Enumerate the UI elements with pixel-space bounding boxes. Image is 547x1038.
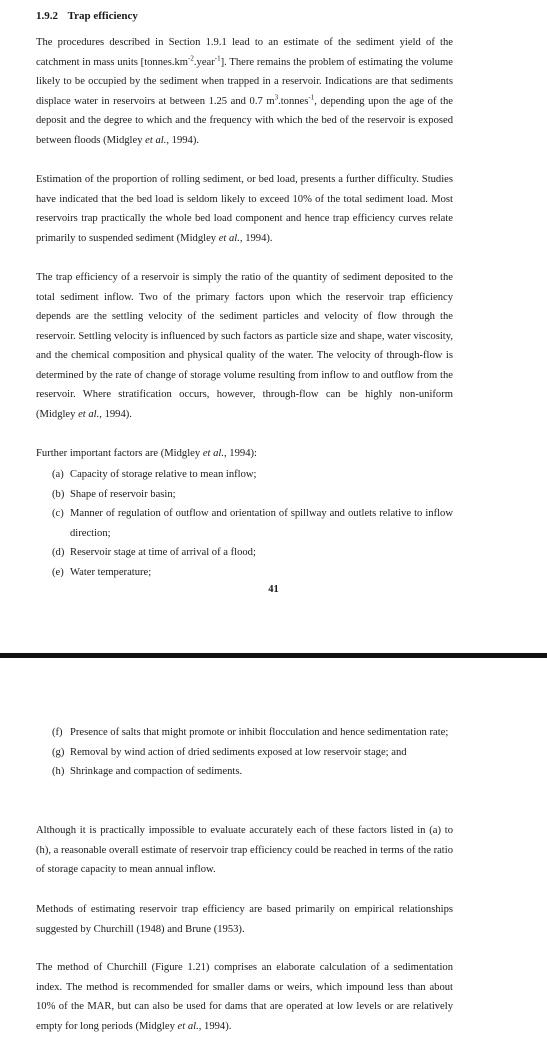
factor-list-a-e (52, 465, 453, 582)
list-item-text: Shape of reservoir basin; (70, 488, 176, 500)
superscript: -1 (214, 53, 221, 62)
paragraph-bed-load (36, 170, 453, 248)
list-item-label: (g) (52, 746, 65, 758)
section-heading (36, 7, 138, 27)
list-item-text: Presence of salts that might promote or inhibit flocculation and hence sedimentation rate; (70, 727, 449, 738)
citation-et-al: et al. (177, 1020, 199, 1032)
list-item-label: (b) (52, 488, 65, 500)
list-item-text: Manner of regulation of outflow and orientation of spillway and outlets relative to inflow direction; (70, 508, 453, 539)
text: , 1994). (166, 134, 200, 146)
text: The trap efficiency of a reservoir is simply the ratio of the quantity of sediment deposited to the total sediment inflow. Two of the primary factors upon which the reservoir trap efficiency depends are the settling velocity of the sediment particles and velocity of flow through the reservoir. Settling velocity is influenced by such factors as particle size and shape, water viscosity, and the chemical composition and physical quality of the water. The velocity of through-flow is determined by the rate of change of storage volume resulting from inflow to and outflow from the reservoir. Where stratification occurs, however, through-flow can be highly non-uniform (Midgley (36, 272, 453, 420)
paragraph-further-factors (36, 444, 453, 464)
list-item (52, 543, 453, 563)
list-item (52, 762, 453, 782)
section-title: Trap efficiency (67, 10, 138, 22)
superscript: -2 (188, 53, 194, 62)
paragraph-churchill-method (36, 958, 453, 1036)
text: , 1994). (99, 408, 132, 420)
text: , 1994). (198, 1020, 232, 1032)
list-item-text: Water temperature; (70, 566, 152, 578)
citation-et-al: et al. (218, 232, 240, 244)
list-item-text: Reservoir stage at time of arrival of a flood; (70, 547, 256, 558)
citation-et-al: et al. (145, 134, 167, 146)
text: Although it is practically impossible to evaluate accurately each of these factors listed in (a) to (h), a reasonable overall estimate of reservoir trap efficiency could be reached in terms of the ratio of storage capacity to mean annual inflow. (36, 825, 453, 875)
text: ]. There remains the problem of estimating the volume likely to be occupied by the sediment when trapped in a reservoir. Indications are that sediments displace water in reservoirs at between 1.25 and 0.7 m (36, 56, 453, 107)
citation-et-al: et al. (202, 448, 224, 459)
list-item-label: (c) (52, 508, 64, 519)
text: The procedures described in Section 1.9.1 lead to an estimate of the sediment yield of the catchment in mass units [tonnes.km (36, 37, 453, 68)
text: Estimation of the proportion of rolling sediment, or bed load, presents a further difficulty. Studies have indicated that the bed load is seldom likely to exceed 10% of the total sediment load. Most reservoirs trap practically the whole bed load component and hence trap efficiency curves relate primarily to suspended sediment (Midgley (36, 174, 453, 244)
page-number: 41 (268, 584, 279, 595)
superscript: -1 (308, 92, 315, 101)
list-item (52, 723, 453, 743)
paragraph-estimation-methods (36, 900, 453, 939)
text: Further important factors are (Midgley (36, 448, 203, 459)
text: .year (193, 56, 215, 68)
text: The method of Churchill (Figure 1.21) comprises an elaborate calculation of a sedimentation index. The method is recommended for smaller dams or weirs, which impound less than about 10% of the MAR, but can also be used for dams that are operated at low levels or are relatively empty for long periods (Midgley (36, 962, 453, 1032)
section-number: 1.9.2 (36, 10, 58, 22)
text: .tonnes (278, 95, 309, 107)
document-page-42 (0, 660, 547, 1038)
list-item-label: (f) (52, 727, 63, 738)
list-item-text: Removal by wind action of dried sediments exposed at low reservoir stage; and (70, 746, 407, 758)
list-item (52, 485, 453, 505)
citation-et-al: et al. (78, 408, 100, 420)
list-item (52, 743, 453, 763)
list-item-label: (e) (52, 566, 64, 578)
list-item-label: (h) (52, 766, 65, 777)
list-item (52, 504, 453, 543)
text: , 1994). (239, 232, 273, 244)
paragraph-sediment-volume (36, 33, 453, 150)
text: Methods of estimating reservoir trap efficiency are based primarily on empirical relationships suggested by Churchill (1948) and Brune (1953). (36, 904, 453, 935)
factor-list-f-h (52, 723, 453, 782)
list-item-label: (a) (52, 469, 64, 480)
paragraph-overall-estimate (36, 821, 453, 880)
text: , 1994): (224, 448, 257, 459)
list-item-text: Shrinkage and compaction of sediments. (70, 766, 243, 777)
superscript: 3 (274, 92, 279, 101)
list-item (52, 465, 453, 485)
page-separator (0, 653, 547, 658)
text: , depending upon the age of the deposit and the degree to which and the frequency with which the bed of the reservoir is exposed between floods (Midgley (36, 95, 453, 146)
list-item-label: (d) (52, 547, 65, 558)
list-item-text: Capacity of storage relative to mean inflow; (70, 469, 257, 480)
paragraph-trap-efficiency-definition (36, 268, 453, 424)
